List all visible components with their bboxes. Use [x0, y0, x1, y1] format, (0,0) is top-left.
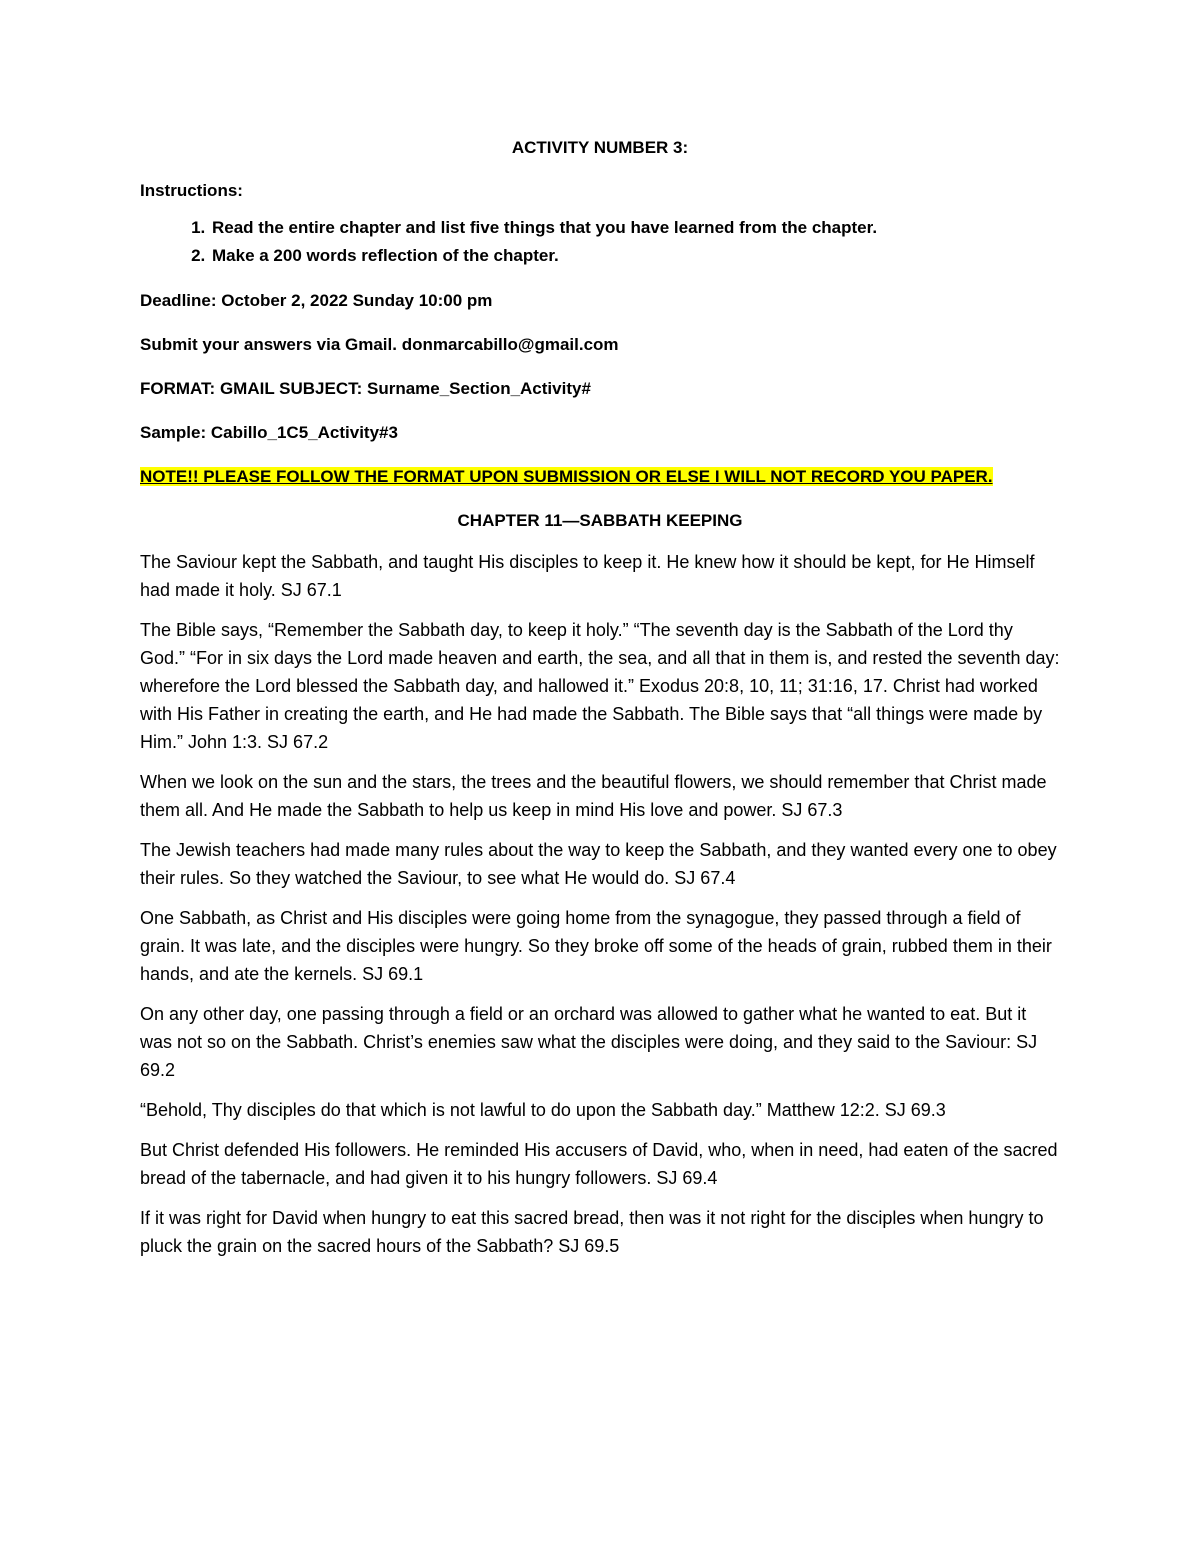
note-highlight: NOTE!! PLEASE FOLLOW THE FORMAT UPON SUBMISSION OR ELSE I WILL NOT RECORD YOU PAPER. [140, 467, 993, 486]
chapter-title: CHAPTER 11—SABBATH KEEPING [457, 511, 743, 530]
sample-text: Sample: Cabillo_1C5_Activity#3 [140, 423, 398, 442]
activity-title: ACTIVITY NUMBER 3: [511, 138, 689, 157]
instruction-item-1: 1. Read the entire chapter and list five things that you have learned from the chapter. [210, 214, 1060, 242]
paragraph: If it was right for David when hungry to eat this sacred bread, then was it not right for the disciples when hungry to pluck the grain on the sacred hours of the Sabbath? SJ 69.5 [140, 1208, 1044, 1256]
note-text [140, 466, 1060, 488]
paragraph: The Jewish teachers had made many rules about the way to keep the Sabbath, and they wanted every one to obey their rules. So they watched the Saviour, to see what He would do. SJ 67.4 [140, 840, 1057, 888]
instruction-item-2: 2. Make a 200 words reflection of the chapter. [210, 242, 1060, 270]
paragraph: When we look on the sun and the stars, the trees and the beautiful flowers, we should remember that Christ made them all. And He made the Sabbath to help us keep in mind His love and power. SJ 67.3 [140, 772, 1047, 820]
paragraph: One Sabbath, as Christ and His disciples were going home from the synagogue, they passed through a field of grain. It was late, and the disciples were hungry. So they broke off some of the heads of grain, rubbed them in their hands, and ate the kernels. SJ 69.1 [140, 908, 1052, 984]
paragraph: The Bible says, “Remember the Sabbath day, to keep it holy.” “The seventh day is the Sabbath of the Lord thy God.” “For in six days the Lord made heaven and earth, the sea, and all that in them is, and rested the seventh day: wherefore the Lord blessed the Sabbath day, and hallowed it.” Exodus 20:8, 10, 11; 31:16, 17. Christ had worked with His Father in creating the earth, and He had made the Sabbath. The Bible says that “all things were made by Him.” John 1:3. SJ 67.2 [140, 620, 1060, 752]
deadline-text: Deadline: October 2, 2022 Sunday 10:00 pm [140, 291, 493, 310]
instructions-label: Instructions: [140, 181, 243, 200]
paragraph: The Saviour kept the Sabbath, and taught His disciples to keep it. He knew how it should be kept, for He Himself had made it holy. SJ 67.1 [140, 552, 1035, 600]
submit-text: Submit your answers via Gmail. donmarcabillo@gmail.com [140, 335, 619, 354]
instructions-list [140, 214, 1060, 270]
paragraph: “Behold, Thy disciples do that which is not lawful to do upon the Sabbath day.” Matthew 12:2. SJ 69.3 [140, 1100, 946, 1120]
paragraph: But Christ defended His followers. He reminded His accusers of David, who, when in need, had eaten of the sacred bread of the tabernacle, and had given it to his hungry followers. SJ 69.4 [140, 1140, 1058, 1188]
format-text: FORMAT: GMAIL SUBJECT: Surname_Section_Activity# [140, 379, 591, 398]
paragraph: On any other day, one passing through a field or an orchard was allowed to gather what he wanted to eat. But it was not so on the Sabbath. Christ’s enemies saw what the disciples were doing, and they said to the Saviour: SJ 69.2 [140, 1004, 1038, 1080]
